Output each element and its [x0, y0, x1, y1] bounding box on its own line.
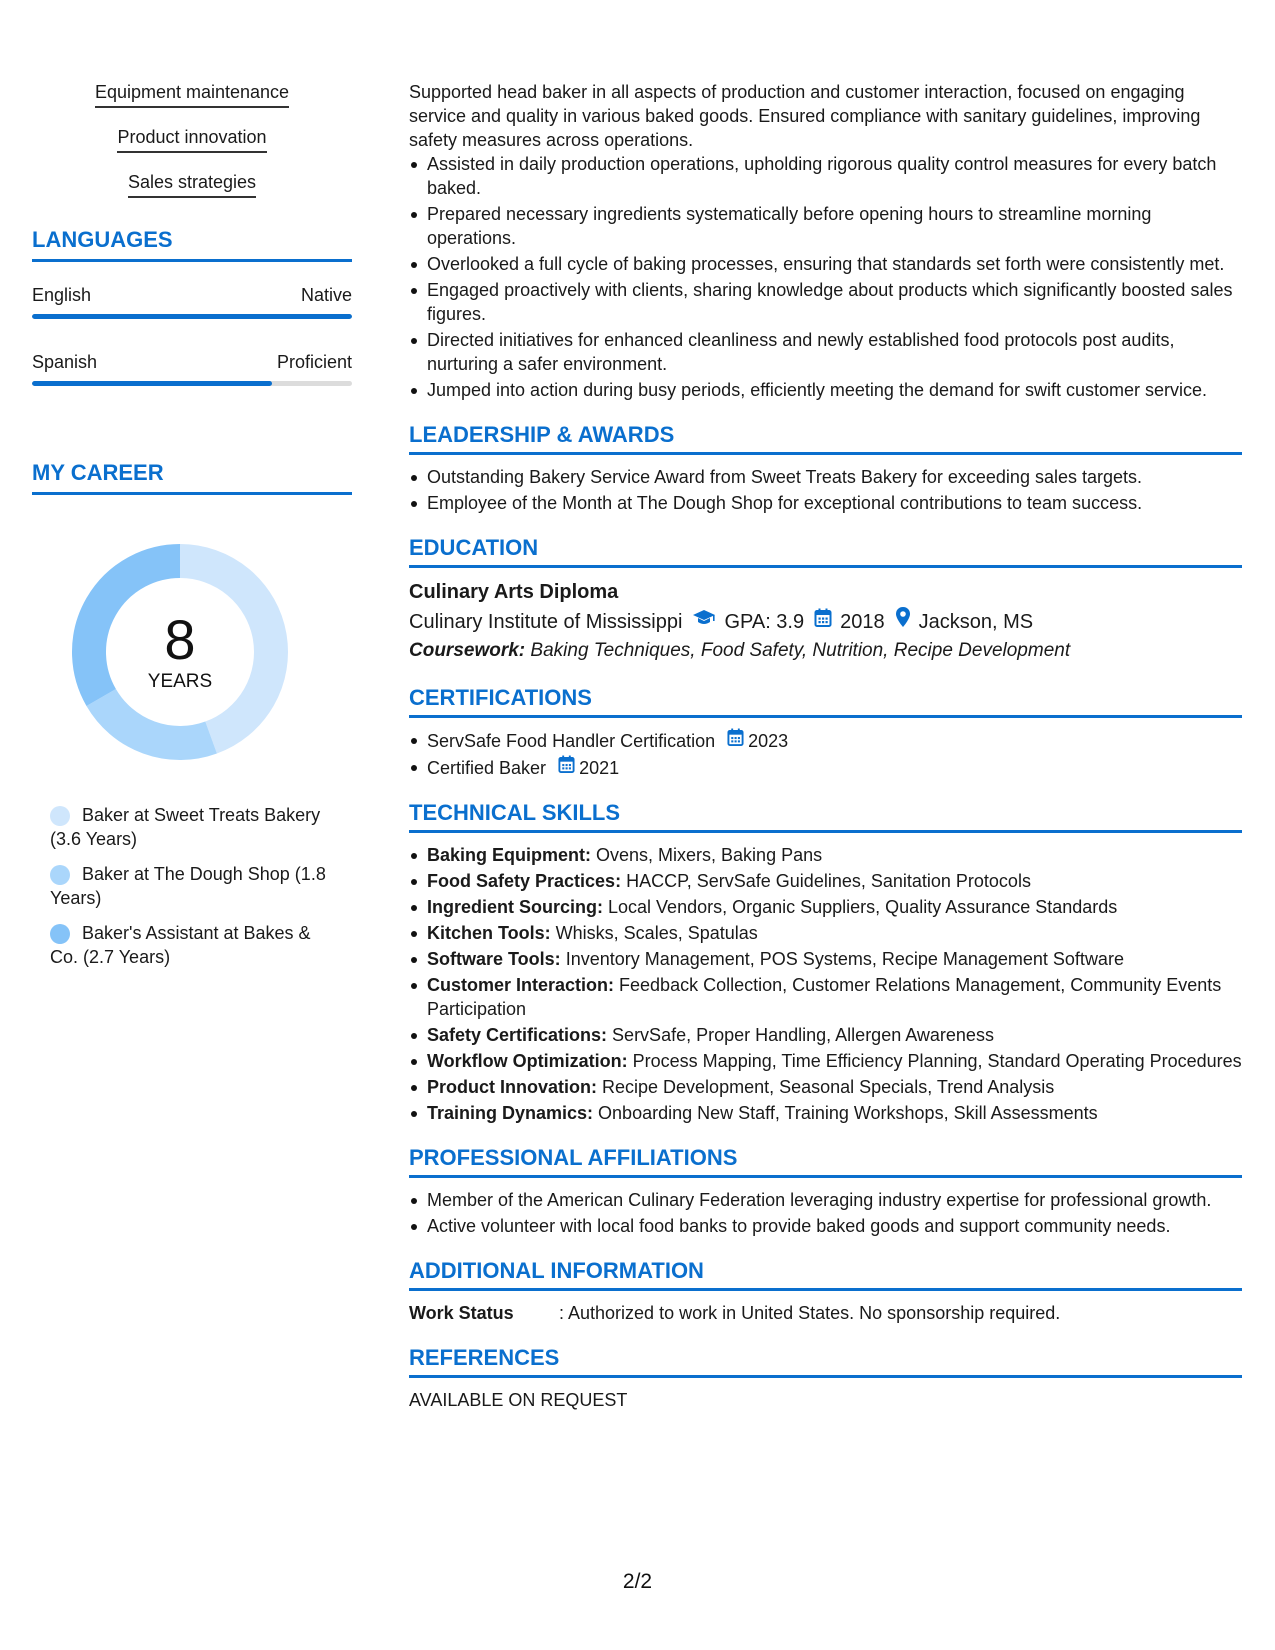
list-item: Food Safety Practices: HACCP, ServSafe Guidelines, Sanitation Protocols	[409, 869, 1242, 893]
list-item: Baking Equipment: Ovens, Mixers, Baking Pans	[409, 843, 1242, 867]
career-heading: MY CAREER	[32, 460, 352, 495]
education-degree: Culinary Arts Diploma	[409, 581, 619, 603]
career-total: 8	[164, 608, 196, 671]
language-bar-fill	[32, 314, 352, 319]
sidebar	[32, 80, 352, 980]
experience-summary: Supported head baker in all aspects of production and customer interaction, focused on engaging service and quality in various baked goods. Ensured compliance with sanitary guidelines, improving safety measures across operations.	[409, 82, 1201, 150]
list-item: Prepared necessary ingredients systematically before opening hours to streamline morning operations.	[409, 202, 1242, 250]
list-item: Kitchen Tools: Whisks, Scales, Spatulas	[409, 921, 1242, 945]
references-heading: REFERENCES	[409, 1345, 1242, 1378]
affiliations-list	[409, 1188, 1242, 1238]
language-level: Native	[300, 285, 352, 305]
page-number: 2/2	[622, 1570, 653, 1593]
languages-heading: LANGUAGES	[32, 227, 352, 262]
leadership-heading: LEADERSHIP & AWARDS	[409, 422, 1242, 455]
affiliations-heading: PROFESSIONAL AFFILIATIONS	[409, 1145, 1242, 1178]
skill-tag: Product innovation	[32, 125, 352, 170]
calendar-icon	[558, 755, 575, 780]
legend-item: Baker at Sweet Treats Bakery (3.6 Years)	[50, 805, 321, 849]
work-status-row	[409, 1301, 1242, 1325]
references-text: AVAILABLE ON REQUEST	[409, 1390, 628, 1410]
education-details	[409, 606, 1242, 637]
education-coursework: Coursework: Baking Techniques, Food Safety, Nutrition, Recipe Development	[409, 640, 1071, 661]
career-legend	[50, 803, 340, 969]
list-item: Overlooked a full cycle of baking processes, ensuring that standards set forth were consistently met.	[409, 252, 1242, 276]
technical-skills-list	[409, 843, 1242, 1125]
language-bar	[32, 314, 352, 319]
main-content	[409, 80, 1242, 1412]
language-level: Proficient	[276, 352, 352, 372]
language-name: English	[32, 285, 92, 305]
list-item: Product Innovation: Recipe Development, Seasonal Specials, Trend Analysis	[409, 1075, 1242, 1099]
list-item: Outstanding Bakery Service Award from Sweet Treats Bakery for exceeding sales targets.	[409, 465, 1242, 489]
list-item: Certified Baker 2021	[409, 755, 1242, 780]
certifications-list	[409, 728, 1242, 780]
list-item: Engaged proactively with clients, sharing knowledge about products which significantly boosted sales figures.	[409, 278, 1242, 326]
legend-dot	[50, 865, 70, 885]
list-item: Safety Certifications: ServSafe, Proper Handling, Allergen Awareness	[409, 1023, 1242, 1047]
education-school: Culinary Institute of Mississippi	[409, 610, 683, 633]
graduation-cap-icon	[692, 607, 716, 637]
language-item	[32, 351, 352, 386]
list-item: Employee of the Month at The Dough Shop for exceptional contributions to team success.	[409, 491, 1242, 515]
skill-tags	[32, 80, 352, 215]
list-item: Customer Interaction: Feedback Collection, Customer Relations Management, Community Events Participation	[409, 973, 1242, 1021]
legend-dot	[50, 924, 70, 944]
skill-tag: Sales strategies	[32, 170, 352, 215]
language-bar	[32, 381, 352, 386]
skill-tag: Equipment maintenance	[32, 80, 352, 125]
language-item	[32, 284, 352, 319]
technical-skills-heading: TECHNICAL SKILLS	[409, 800, 1242, 833]
list-item: Ingredient Sourcing: Local Vendors, Organic Suppliers, Quality Assurance Standards	[409, 895, 1242, 919]
language-name: Spanish	[32, 352, 98, 372]
certifications-heading: CERTIFICATIONS	[409, 685, 1242, 718]
list-item: ServSafe Food Handler Certification 2023	[409, 728, 1242, 753]
legend-item: Baker at The Dough Shop (1.8 Years)	[50, 864, 326, 908]
calendar-icon	[814, 607, 832, 637]
career-donut	[65, 537, 295, 767]
education-location: Jackson, MS	[918, 610, 1034, 633]
legend-item: Baker's Assistant at Bakes & Co. (2.7 Years)	[50, 923, 311, 967]
list-item: Workflow Optimization: Process Mapping, Time Efficiency Planning, Standard Operating Procedures	[409, 1049, 1242, 1073]
work-status-value: : Authorized to work in United States. No sponsorship required.	[559, 1303, 1061, 1323]
education-year: 2018	[840, 610, 885, 633]
list-item: Assisted in daily production operations, upholding rigorous quality control measures for every batch baked.	[409, 152, 1242, 200]
list-item: Training Dynamics: Onboarding New Staff, Training Workshops, Skill Assessments	[409, 1101, 1242, 1125]
education-heading: EDUCATION	[409, 535, 1242, 568]
calendar-icon	[727, 728, 744, 753]
legend-dot	[50, 806, 70, 826]
leadership-list	[409, 465, 1242, 515]
list-item: Jumped into action during busy periods, efficiently meeting the demand for swift customer service.	[409, 378, 1242, 402]
career-unit: YEARS	[147, 671, 213, 692]
list-item: Active volunteer with local food banks to provide baked goods and support community needs.	[409, 1214, 1242, 1238]
additional-info-heading: ADDITIONAL INFORMATION	[409, 1258, 1242, 1291]
language-bar-fill	[32, 381, 272, 386]
list-item: Directed initiatives for enhanced cleanliness and newly established food protocols post audits, nurturing a safer environment.	[409, 328, 1242, 376]
work-status-label: Work Status	[409, 1303, 514, 1323]
list-item: Member of the American Culinary Federation leveraging industry expertise for professional growth.	[409, 1188, 1242, 1212]
education-gpa: GPA: 3.9	[724, 610, 805, 633]
experience-bullets	[409, 152, 1242, 402]
location-pin-icon	[895, 606, 911, 637]
list-item: Software Tools: Inventory Management, POS Systems, Recipe Management Software	[409, 947, 1242, 971]
